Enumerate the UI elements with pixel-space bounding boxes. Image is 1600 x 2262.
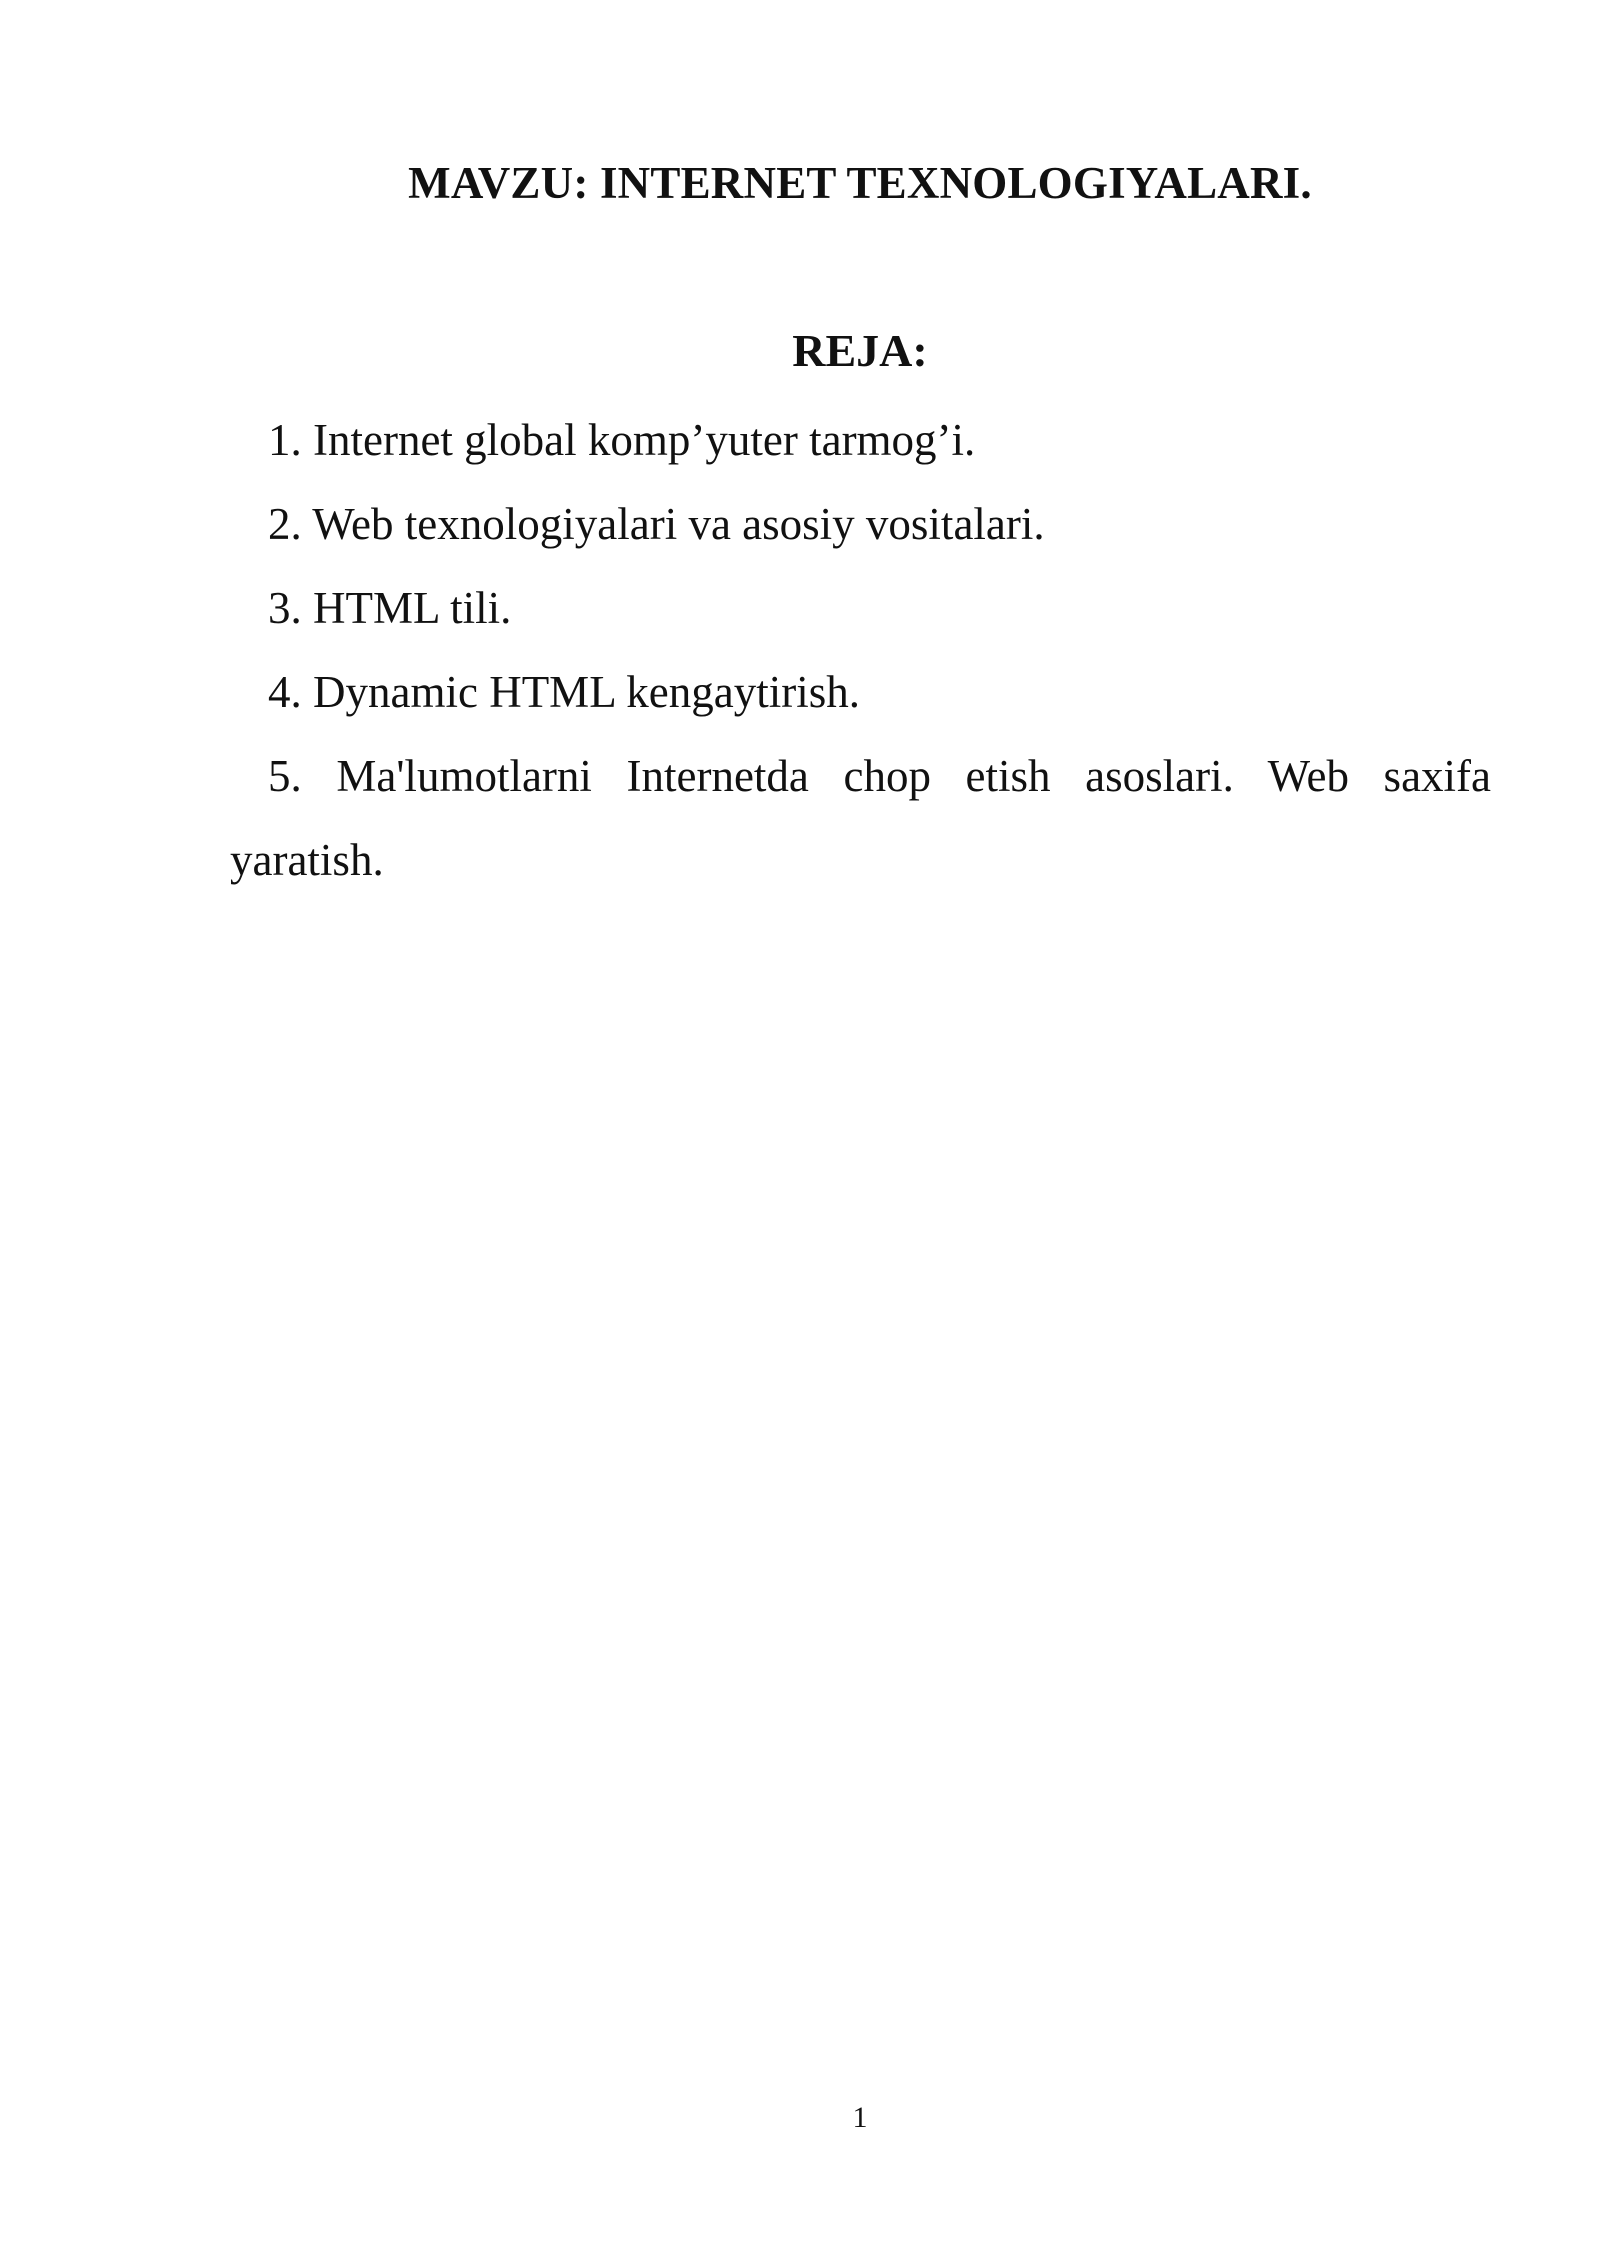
plan-item-number: 4. [268,667,302,717]
plan-item-1 [230,398,1491,482]
document-title: MAVZU: INTERNET TEXNOLOGIYALARI. [408,158,1312,208]
plan-item-text: Ma'lumotlarni Internetda chop etish asoslari. Web saxifa yaratish. [230,751,1492,885]
plan-item-text: Dynamic HTML kengaytirish. [313,667,860,717]
plan-item-text: HTML tili. [313,583,512,633]
plan-item-text: Web texnologiyalari va asosiy vositalari. [312,499,1045,549]
plan-item-text: Internet global komp’yuter tarmog’i. [313,415,976,465]
plan-item-number: 1. [268,415,302,465]
plan-item-4 [230,650,1491,734]
plan-item-number: 2. [268,499,302,549]
plan-item-5 [230,734,1491,902]
plan-item-number: 5. [268,751,302,801]
plan-list [230,398,1491,902]
plan-item-number: 3. [268,583,302,633]
plan-item-3 [230,566,1491,650]
plan-item-2 [230,482,1491,566]
page-number: 1 [852,2101,868,2134]
plan-heading: REJA: [792,325,928,376]
